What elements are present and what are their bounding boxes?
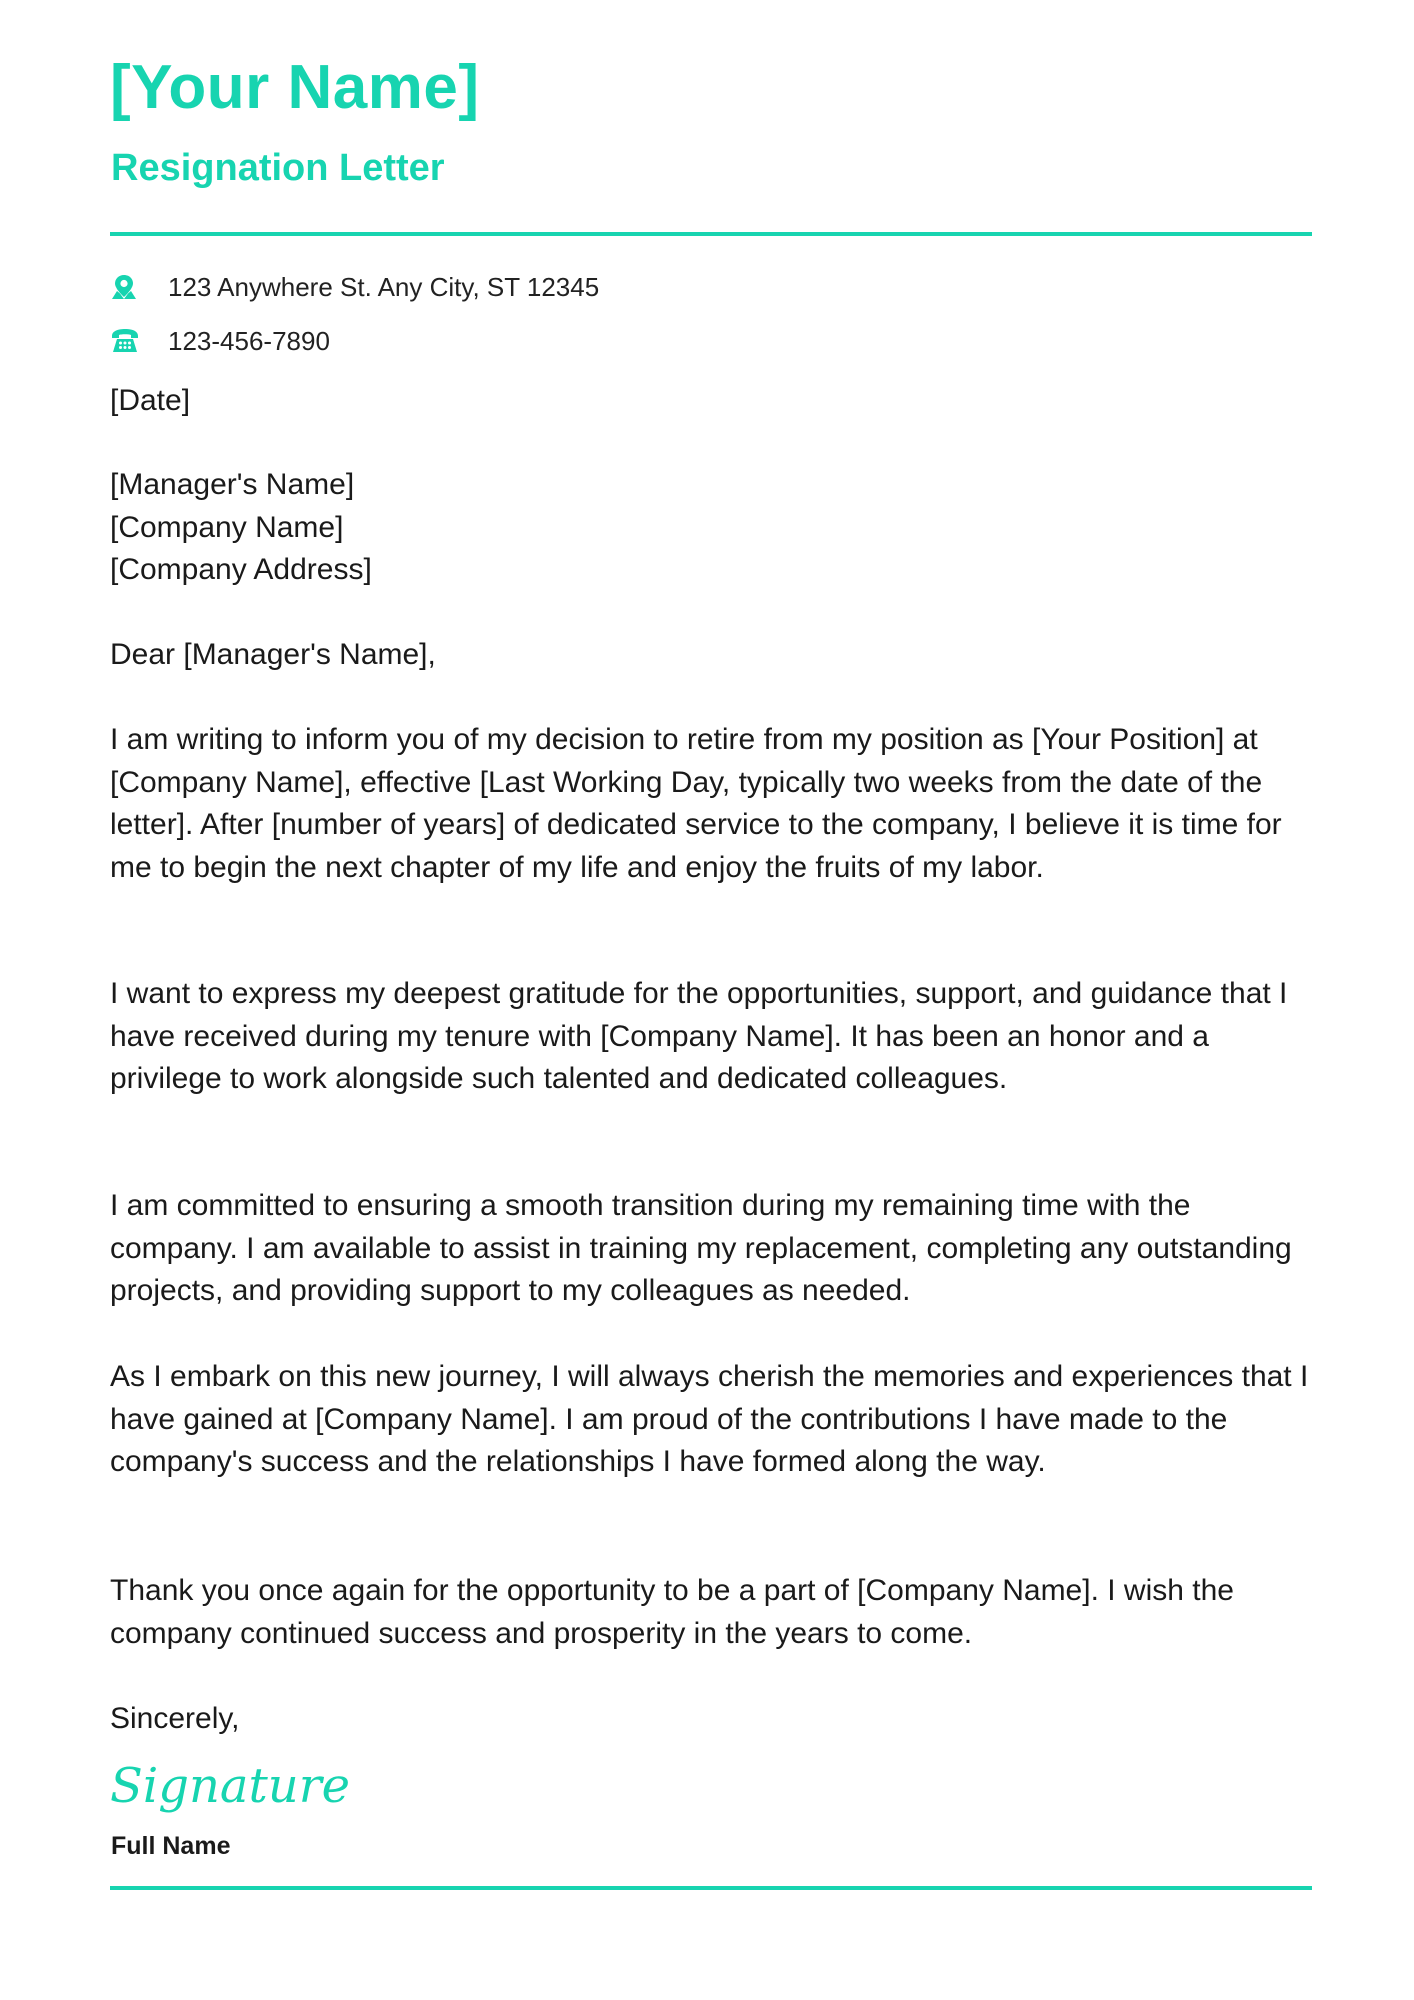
recipient-name: [Manager's Name] bbox=[110, 468, 355, 501]
paragraph-5: Thank you once again for the opportunity to be a part of [Company Name]. I wish the company continued success and prosperity in the years to come. bbox=[110, 1574, 1234, 1650]
telephone-icon bbox=[110, 327, 138, 355]
paragraph-4: As I embark on this new journey, I will always cherish the memories and experiences that I have gained at [Company Name]. I am proud of the contributions I have made to the company's success and the relationships I have formed along the way. bbox=[110, 1360, 1309, 1478]
recipient-address: [Company Address] bbox=[110, 553, 372, 586]
contact-phone bbox=[110, 327, 330, 355]
signature-text: Signature bbox=[110, 1758, 351, 1814]
location-pin-icon bbox=[110, 273, 138, 301]
closing: Sincerely, bbox=[110, 1702, 240, 1735]
paragraph-3: I am committed to ensuring a smooth transition during my remaining time with the company. I am available to assist in training my replacement, completing any outstanding projects, and providing support to my colleagues as needed. bbox=[110, 1189, 1292, 1307]
contact-address bbox=[110, 273, 599, 301]
paragraph-2: I want to express my deepest gratitude for the opportunities, support, and guidance that I have received during my tenure with [Company Name]. It has been an honor and a privilege to work alongside such talented and dedicated colleagues. bbox=[110, 977, 1288, 1095]
letter-date: [Date] bbox=[110, 384, 191, 417]
sender-name: [Your Name] bbox=[110, 53, 480, 122]
paragraph-1: I am writing to inform you of my decision to retire from my position as [Your Position] at [Company Name], effective [Last Working Day, typically two weeks from the date of the letter]. After [number of years] of dedicated service to the company, I believe it is time for me to begin the next chapter of my life and enjoy the fruits of my labor. bbox=[110, 723, 1282, 884]
document-title: Resignation Letter bbox=[111, 147, 445, 189]
full-name: Full Name bbox=[111, 1832, 231, 1860]
phone-text: 123-456-7890 bbox=[168, 326, 330, 356]
signature-image bbox=[104, 1746, 364, 1826]
header-divider bbox=[110, 232, 1312, 236]
salutation: Dear [Manager's Name], bbox=[110, 638, 436, 671]
address-text: 123 Anywhere St. Any City, ST 12345 bbox=[168, 272, 600, 302]
recipient-block bbox=[110, 464, 1320, 592]
footer-divider bbox=[110, 1886, 1312, 1890]
recipient-company: [Company Name] bbox=[110, 510, 344, 544]
